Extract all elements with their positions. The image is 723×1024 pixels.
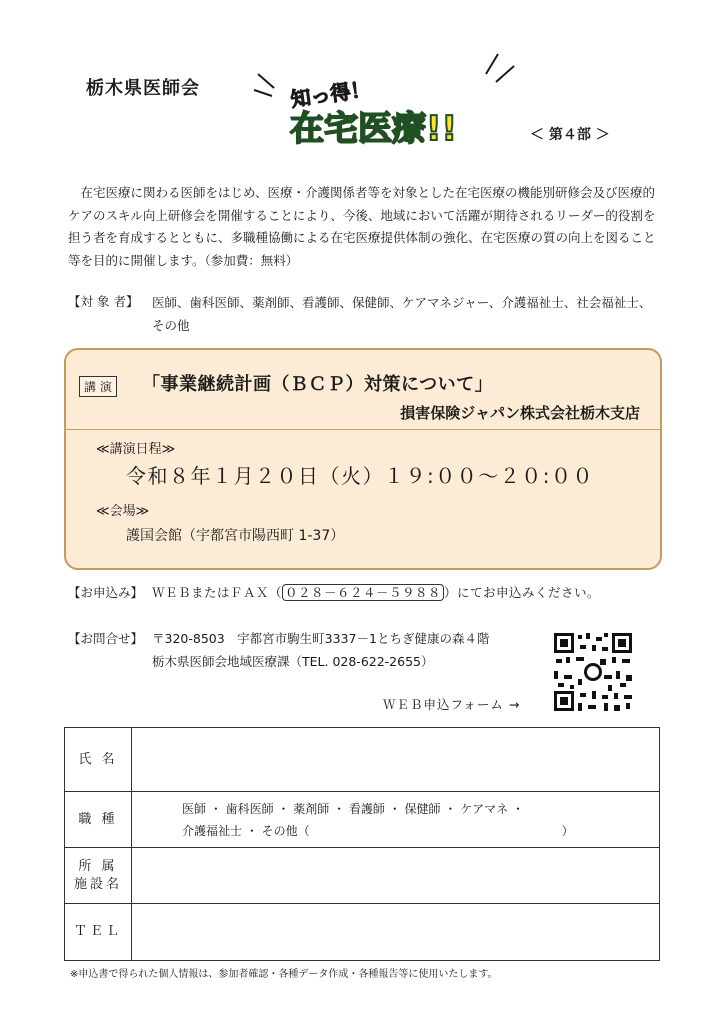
- web-form-link[interactable]: ＷＥＢ申込フォーム →: [383, 697, 521, 712]
- facility-label: [65, 848, 132, 904]
- logo-main-text: 在宅医療!!: [290, 109, 458, 149]
- tel-label: ＴＥＬ: [65, 904, 132, 961]
- apply-prefix: ＷＥＢまたはＦＡＸ（: [152, 585, 283, 600]
- apply-label: 【お申込み】: [68, 585, 144, 600]
- target-text: 医師、歯科医師、薬剤師、看護師、保健師、ケアマネジャー、介護福祉士、社会福祉士、その他: [152, 295, 652, 333]
- target-label: 【対 象 者】: [68, 294, 139, 309]
- inquiry-dept: 栃木県医師会地域医療課（TEL. 028-622-2655）: [152, 654, 434, 669]
- tel-field[interactable]: [132, 904, 660, 961]
- facility-label-line-2: 施設名: [73, 876, 122, 892]
- job-options-line-2: 介護福祉士 ・ その他（ ）: [182, 823, 574, 838]
- name-label: 氏 名: [65, 728, 132, 792]
- lecture-speaker: 損害保険ジャパン株式会社栃木支店: [400, 404, 640, 422]
- application-form: [64, 727, 660, 961]
- intro-text: 在宅医療に関わる医師をはじめ、医療・介護関係者等を対象とした在宅医療の機能別研修会及び医療的ケアのスキル向上研修会を開催することにより、今後、地域において活躍が期待されるリーダー的役割を担う者を育成するとともに、多職種協働による在宅医療提供体制の強化、在宅医療の質の向上を図ること等を目的に開催します。（参加費：無料）: [68, 185, 656, 268]
- venue-text: 護国会館（宇都宮市陽西町 1-37）: [126, 528, 345, 544]
- divider: [66, 429, 660, 430]
- apply-text: [152, 583, 600, 601]
- facility-label-line-1: 所 属: [78, 858, 118, 874]
- org-name: 栃木県医師会: [86, 78, 200, 99]
- privacy-note: ※申込書で得られた個人情報は、参加者確認・各種データ作成・各種報告等に使用いたします。: [70, 969, 498, 980]
- event-logo: [252, 44, 522, 156]
- job-label: 職 種: [65, 792, 132, 848]
- lecture-title: 「事業継続計画（ＢＣＰ）対策について」: [142, 374, 494, 395]
- qr-code[interactable]: [552, 631, 634, 713]
- inquiry-label: 【お問合せ】: [68, 631, 144, 646]
- logo-small-text: 知っ得！: [289, 76, 372, 112]
- schedule-date: 令和８年１月２０日（火）１９:００～２０:００: [126, 464, 594, 488]
- facility-field[interactable]: [132, 848, 660, 904]
- name-field[interactable]: [132, 728, 660, 792]
- lecture-box: [64, 348, 662, 570]
- part-number: ＜ 第４部 ＞: [530, 127, 610, 143]
- fax-number: ０２８－６２４－５９８８: [282, 584, 444, 601]
- job-options-line-1: 医師 ・ 歯科医師 ・ 薬剤師 ・ 看護師 ・ 保健師 ・ ケアマネ ・: [182, 801, 524, 816]
- lecture-label: 講 演: [79, 376, 117, 397]
- apply-suffix: ）にてお申込みください。: [444, 585, 601, 600]
- inquiry-address: 〒320-8503 宇都宮市駒生町3337－1とちぎ健康の森４階: [152, 631, 490, 646]
- job-options[interactable]: [132, 792, 660, 848]
- schedule-label: ≪講演日程≫: [96, 442, 176, 457]
- venue-label: ≪会場≫: [96, 504, 150, 519]
